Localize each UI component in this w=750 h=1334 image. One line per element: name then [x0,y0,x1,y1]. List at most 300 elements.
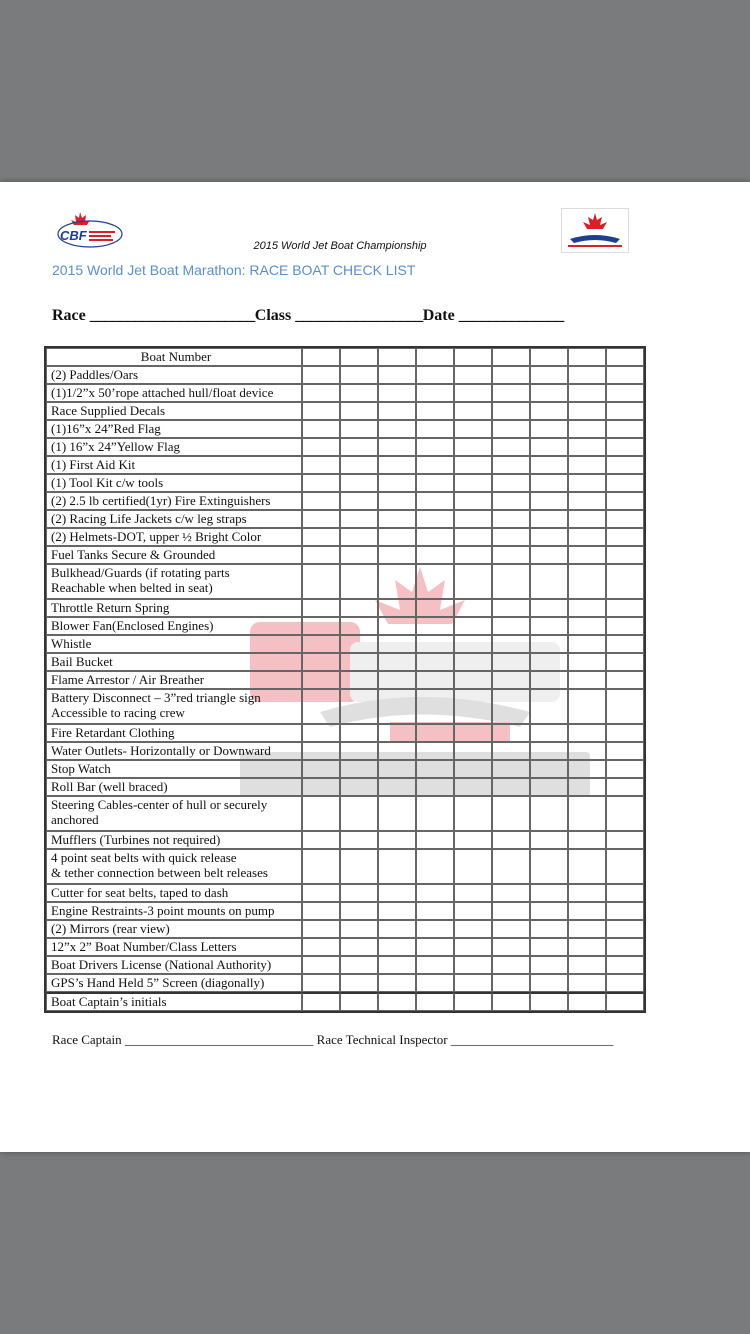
check-box[interactable] [492,796,530,831]
check-box[interactable] [416,831,454,849]
check-box[interactable] [530,366,568,384]
check-box[interactable] [416,778,454,796]
check-box[interactable] [378,617,416,635]
check-box[interactable] [416,510,454,528]
check-box[interactable] [340,420,378,438]
check-box[interactable] [530,492,568,510]
check-box[interactable] [454,902,492,920]
check-box[interactable] [302,831,340,849]
check-box[interactable] [378,635,416,653]
check-box[interactable] [378,778,416,796]
check-box[interactable] [416,653,454,671]
check-box[interactable] [340,456,378,474]
check-box[interactable] [416,724,454,742]
check-box[interactable] [606,402,644,420]
check-box[interactable] [302,956,340,974]
check-box[interactable] [492,671,530,689]
check-box[interactable] [302,564,340,599]
check-box[interactable] [454,564,492,599]
check-box[interactable] [606,884,644,902]
check-box[interactable] [492,778,530,796]
check-box[interactable] [340,974,378,992]
check-box[interactable] [416,492,454,510]
check-box[interactable] [530,742,568,760]
check-box[interactable] [530,956,568,974]
check-box[interactable] [568,564,606,599]
check-box[interactable] [568,384,606,402]
check-box[interactable] [378,564,416,599]
check-box[interactable] [606,546,644,564]
check-box[interactable] [530,920,568,938]
check-box[interactable] [416,920,454,938]
check-box[interactable] [378,348,416,366]
check-box[interactable] [568,617,606,635]
check-box[interactable] [606,760,644,778]
check-box[interactable] [302,884,340,902]
check-box[interactable] [492,974,530,992]
check-box[interactable] [302,599,340,617]
check-box[interactable] [492,831,530,849]
check-box[interactable] [530,653,568,671]
check-box[interactable] [416,796,454,831]
check-box[interactable] [568,831,606,849]
check-box[interactable] [568,528,606,546]
check-box[interactable] [492,742,530,760]
check-box[interactable] [340,366,378,384]
check-box[interactable] [454,831,492,849]
check-box[interactable] [530,884,568,902]
check-box[interactable] [454,456,492,474]
check-box[interactable] [606,831,644,849]
table-row [46,778,644,796]
check-box[interactable] [492,546,530,564]
check-box[interactable] [568,635,606,653]
check-box[interactable] [530,671,568,689]
check-box[interactable] [302,653,340,671]
check-box[interactable] [606,528,644,546]
check-box[interactable] [416,456,454,474]
check-box[interactable] [378,546,416,564]
check-box[interactable] [568,438,606,456]
check-box[interactable] [378,920,416,938]
check-box[interactable] [340,884,378,902]
check-box[interactable] [606,724,644,742]
check-box[interactable] [454,956,492,974]
check-box[interactable] [606,564,644,599]
check-box[interactable] [492,920,530,938]
check-box[interactable] [302,384,340,402]
check-box[interactable] [530,849,568,884]
check-box[interactable] [416,617,454,635]
check-box[interactable] [378,366,416,384]
check-box[interactable] [378,796,416,831]
check-box[interactable] [454,348,492,366]
check-box[interactable] [378,599,416,617]
check-box[interactable] [454,920,492,938]
check-box[interactable] [302,689,340,724]
check-box[interactable] [492,884,530,902]
check-box[interactable] [302,420,340,438]
check-box[interactable] [606,474,644,492]
check-box[interactable] [492,402,530,420]
check-box[interactable] [492,456,530,474]
check-box[interactable] [416,902,454,920]
check-box[interactable] [454,528,492,546]
check-box[interactable] [454,402,492,420]
check-box[interactable] [492,902,530,920]
check-box[interactable] [606,599,644,617]
check-box[interactable] [302,546,340,564]
check-box[interactable] [568,974,606,992]
check-box[interactable] [416,760,454,778]
check-box[interactable] [568,902,606,920]
check-box[interactable] [378,902,416,920]
check-box[interactable] [340,384,378,402]
check-box[interactable] [530,938,568,956]
check-box[interactable] [606,456,644,474]
check-box[interactable] [302,438,340,456]
check-box[interactable] [606,938,644,956]
check-box[interactable] [416,884,454,902]
check-box[interactable] [416,546,454,564]
check-box[interactable] [492,849,530,884]
check-box[interactable] [454,884,492,902]
check-box[interactable] [340,689,378,724]
check-box[interactable] [340,742,378,760]
check-box[interactable] [378,438,416,456]
check-box[interactable] [378,760,416,778]
check-box[interactable] [530,724,568,742]
check-box[interactable] [340,564,378,599]
check-box[interactable] [302,348,340,366]
check-box[interactable] [378,492,416,510]
check-box[interactable] [454,796,492,831]
check-box[interactable] [340,528,378,546]
check-box[interactable] [302,510,340,528]
check-box[interactable] [606,920,644,938]
check-box[interactable] [302,992,340,1011]
check-box[interactable] [492,724,530,742]
check-box[interactable] [454,742,492,760]
check-box[interactable] [416,956,454,974]
check-box[interactable] [302,938,340,956]
check-box[interactable] [340,599,378,617]
check-box[interactable] [568,796,606,831]
check-box[interactable] [492,510,530,528]
check-box[interactable] [454,671,492,689]
check-box[interactable] [416,635,454,653]
check-box[interactable] [302,796,340,831]
check-box[interactable] [492,938,530,956]
check-box[interactable] [568,956,606,974]
check-box[interactable] [416,366,454,384]
check-box[interactable] [530,831,568,849]
check-box[interactable] [378,938,416,956]
check-box[interactable] [302,760,340,778]
check-box[interactable] [530,617,568,635]
check-box[interactable] [454,510,492,528]
check-box[interactable] [416,528,454,546]
check-box[interactable] [378,510,416,528]
check-box[interactable] [568,760,606,778]
check-box[interactable] [340,653,378,671]
check-box[interactable] [606,956,644,974]
check-box[interactable] [568,510,606,528]
check-box[interactable] [568,742,606,760]
check-box[interactable] [606,849,644,884]
check-box[interactable] [530,402,568,420]
check-box[interactable] [606,902,644,920]
check-box[interactable] [568,366,606,384]
check-box[interactable] [454,849,492,884]
check-box[interactable] [416,438,454,456]
check-box[interactable] [568,671,606,689]
check-box[interactable] [378,474,416,492]
check-box[interactable] [340,724,378,742]
check-box[interactable] [606,438,644,456]
check-box[interactable] [530,564,568,599]
check-box[interactable] [606,420,644,438]
check-box[interactable] [606,384,644,402]
check-box[interactable] [340,902,378,920]
check-box[interactable] [302,671,340,689]
check-box[interactable] [530,689,568,724]
check-box[interactable] [340,474,378,492]
check-box[interactable] [416,671,454,689]
check-box[interactable] [302,366,340,384]
check-box[interactable] [606,742,644,760]
check-box[interactable] [340,849,378,884]
check-box[interactable] [568,653,606,671]
check-box[interactable] [302,474,340,492]
check-box[interactable] [606,778,644,796]
check-box[interactable] [568,492,606,510]
check-box[interactable] [606,796,644,831]
checklist-item-text: Throttle Return Spring [51,600,170,615]
check-box[interactable] [454,653,492,671]
check-box[interactable] [416,992,454,1011]
check-box[interactable] [568,849,606,884]
check-box[interactable] [530,528,568,546]
check-box[interactable] [530,474,568,492]
check-box[interactable] [568,689,606,724]
check-box[interactable] [378,528,416,546]
check-box[interactable] [530,992,568,1011]
check-box[interactable] [454,760,492,778]
check-box[interactable] [378,456,416,474]
check-box[interactable] [340,438,378,456]
check-box[interactable] [302,742,340,760]
check-box[interactable] [340,831,378,849]
check-box[interactable] [568,420,606,438]
check-box[interactable] [530,974,568,992]
check-box[interactable] [530,635,568,653]
check-box[interactable] [454,992,492,1011]
check-box[interactable] [530,420,568,438]
check-box[interactable] [492,366,530,384]
check-box[interactable] [378,724,416,742]
check-box[interactable] [568,884,606,902]
check-box[interactable] [568,920,606,938]
check-box[interactable] [568,402,606,420]
check-box[interactable] [416,849,454,884]
check-box[interactable] [302,724,340,742]
check-box[interactable] [568,992,606,1011]
check-box[interactable] [568,599,606,617]
check-box[interactable] [302,974,340,992]
check-box[interactable] [378,402,416,420]
check-box[interactable] [416,599,454,617]
check-box[interactable] [606,635,644,653]
check-box[interactable] [568,938,606,956]
check-box[interactable] [454,599,492,617]
check-box[interactable] [416,402,454,420]
check-box[interactable] [492,760,530,778]
check-box[interactable] [340,617,378,635]
check-box[interactable] [568,474,606,492]
check-box[interactable] [454,938,492,956]
check-box[interactable] [454,492,492,510]
check-box[interactable] [302,902,340,920]
check-box[interactable] [416,474,454,492]
checklist-item-label [46,492,302,510]
check-box[interactable] [378,849,416,884]
check-box[interactable] [340,920,378,938]
check-box[interactable] [302,778,340,796]
check-box[interactable] [302,456,340,474]
check-box[interactable] [606,992,644,1011]
check-box[interactable] [340,348,378,366]
check-box[interactable] [378,689,416,724]
check-box[interactable] [606,492,644,510]
check-box[interactable] [530,599,568,617]
check-box[interactable] [530,778,568,796]
check-box[interactable] [416,689,454,724]
check-box[interactable] [302,402,340,420]
check-box[interactable] [492,420,530,438]
check-box[interactable] [302,617,340,635]
check-box[interactable] [606,671,644,689]
check-box[interactable] [378,992,416,1011]
check-box[interactable] [530,510,568,528]
check-box[interactable] [492,348,530,366]
check-box[interactable] [454,384,492,402]
check-box[interactable] [378,831,416,849]
check-box[interactable] [454,366,492,384]
check-box[interactable] [454,635,492,653]
check-box[interactable] [302,849,340,884]
check-box[interactable] [340,635,378,653]
check-box[interactable] [340,402,378,420]
check-box[interactable] [302,920,340,938]
check-box[interactable] [378,420,416,438]
check-box[interactable] [340,778,378,796]
check-box[interactable] [378,742,416,760]
check-box[interactable] [492,956,530,974]
check-box[interactable] [302,492,340,510]
check-box[interactable] [340,760,378,778]
check-box[interactable] [606,348,644,366]
check-box[interactable] [568,778,606,796]
check-box[interactable] [492,384,530,402]
check-box[interactable] [454,778,492,796]
check-box[interactable] [492,528,530,546]
check-box[interactable] [492,653,530,671]
check-box[interactable] [454,724,492,742]
check-box[interactable] [340,956,378,974]
check-box[interactable] [416,974,454,992]
check-box[interactable] [492,635,530,653]
check-box[interactable] [454,438,492,456]
check-box[interactable] [340,938,378,956]
check-box[interactable] [492,617,530,635]
check-box[interactable] [530,384,568,402]
check-box[interactable] [530,902,568,920]
check-box[interactable] [606,689,644,724]
check-box[interactable] [454,474,492,492]
check-box[interactable] [340,546,378,564]
check-box[interactable] [568,456,606,474]
check-box[interactable] [606,974,644,992]
check-box[interactable] [454,689,492,724]
check-box[interactable] [530,760,568,778]
check-box[interactable] [378,956,416,974]
check-box[interactable] [530,438,568,456]
check-box[interactable] [492,438,530,456]
check-box[interactable] [340,671,378,689]
check-box[interactable] [492,599,530,617]
check-box[interactable] [454,974,492,992]
check-box[interactable] [378,671,416,689]
check-box[interactable] [378,653,416,671]
check-box[interactable] [378,884,416,902]
check-box[interactable] [340,510,378,528]
check-box[interactable] [606,653,644,671]
check-box[interactable] [416,742,454,760]
check-box[interactable] [340,992,378,1011]
check-box[interactable] [492,474,530,492]
check-box[interactable] [340,492,378,510]
check-box[interactable] [606,366,644,384]
check-box[interactable] [416,348,454,366]
check-box[interactable] [492,992,530,1011]
check-box[interactable] [492,492,530,510]
check-box[interactable] [416,420,454,438]
check-box[interactable] [378,384,416,402]
check-box[interactable] [416,384,454,402]
check-box[interactable] [606,510,644,528]
check-box[interactable] [530,456,568,474]
check-box[interactable] [568,546,606,564]
check-box[interactable] [568,724,606,742]
check-box[interactable] [606,617,644,635]
check-box[interactable] [530,546,568,564]
check-box[interactable] [492,564,530,599]
check-box[interactable] [568,348,606,366]
check-box[interactable] [454,617,492,635]
check-box[interactable] [530,348,568,366]
check-box[interactable] [340,796,378,831]
check-box[interactable] [454,420,492,438]
check-box[interactable] [416,564,454,599]
check-box[interactable] [530,796,568,831]
check-box[interactable] [416,938,454,956]
check-box[interactable] [378,974,416,992]
check-box[interactable] [302,528,340,546]
check-box[interactable] [454,546,492,564]
check-box[interactable] [492,689,530,724]
check-box[interactable] [302,635,340,653]
